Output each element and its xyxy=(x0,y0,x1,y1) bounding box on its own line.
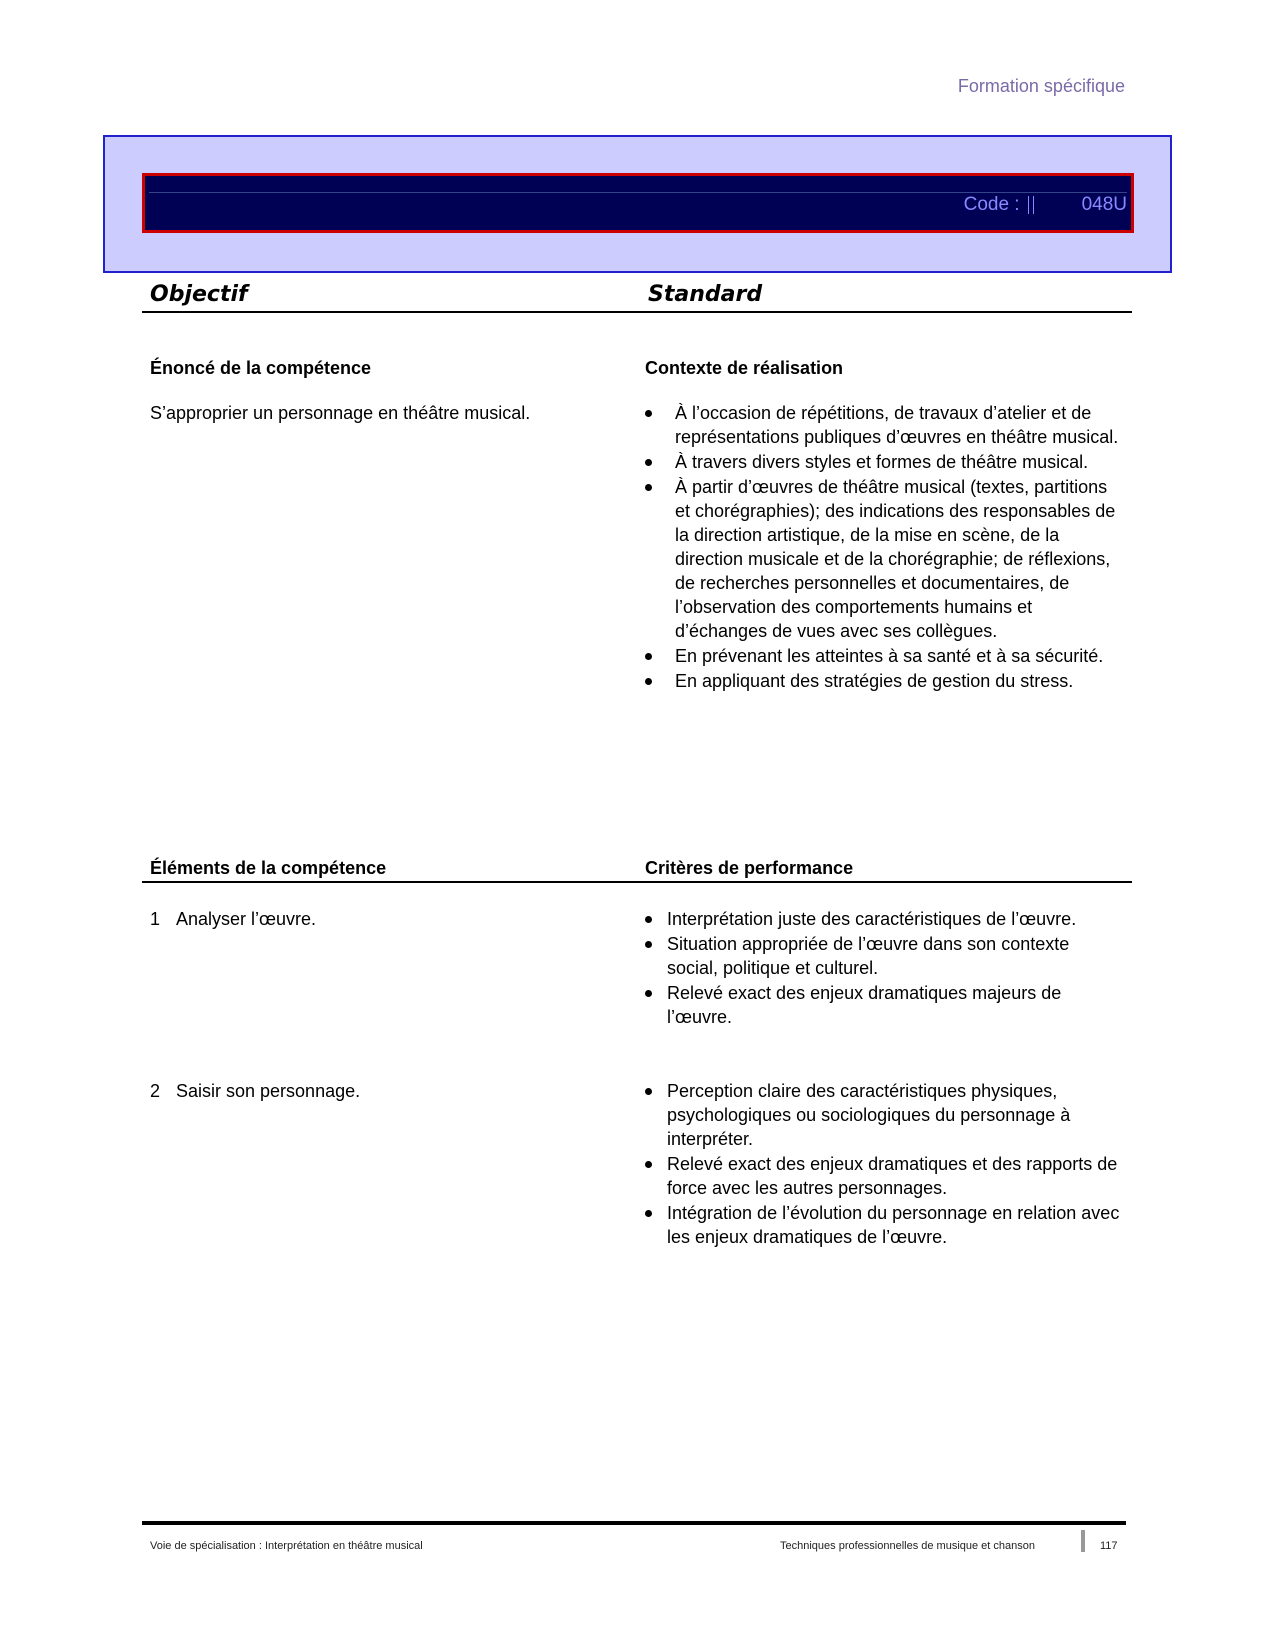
bullet-icon xyxy=(645,941,652,948)
standard-heading: Standard xyxy=(648,282,763,307)
footer-right: Techniques professionnelles de musique et chanson xyxy=(780,1540,1035,1552)
bullet-icon xyxy=(645,1210,652,1217)
context-item: À l’occasion de répétitions, de travaux d’atelier et de représentations publiques d’œuvres en théâtre musical. xyxy=(645,401,1123,449)
bullet-icon xyxy=(645,410,652,417)
objective-heading: Objectif xyxy=(150,282,248,307)
heading-rule xyxy=(142,311,1132,313)
title-bar-rule xyxy=(149,192,1127,193)
bullet-icon xyxy=(645,1088,652,1095)
criteria-list-2 xyxy=(645,1079,1123,1250)
competence-label: Énoncé de la compétence xyxy=(150,358,372,378)
context-item: À travers divers styles et formes de théâtre musical. xyxy=(645,450,1123,474)
context-list xyxy=(645,401,1123,694)
element-text: Saisir son personnage. xyxy=(176,1081,361,1101)
elements-label: Éléments de la compétence xyxy=(150,858,387,878)
criteria-item: Situation appropriée de l’œuvre dans son contexte social, politique et culturel. xyxy=(645,932,1123,980)
bullet-icon xyxy=(645,1161,652,1168)
footer-separator xyxy=(1081,1530,1085,1552)
element-row-2 xyxy=(150,1079,620,1103)
code-box xyxy=(964,194,1127,216)
element-row-1 xyxy=(150,907,620,931)
criteria-item: Intégration de l’évolution du personnage en relation avec les enjeux dramatiques de l’œuvre. xyxy=(645,1201,1123,1249)
title-bar xyxy=(142,173,1134,233)
context-item: En appliquant des stratégies de gestion du stress. xyxy=(645,669,1123,693)
running-header: Formation spécifique xyxy=(957,76,1125,96)
context-label: Contexte de réalisation xyxy=(645,358,844,378)
bullet-icon xyxy=(645,653,652,660)
code-label: Code : xyxy=(963,194,1020,215)
bullet-icon xyxy=(645,459,652,466)
competence-statement: S’approprier un personnage en théâtre musical. xyxy=(150,403,531,423)
criteria-item: Perception claire des caractéristiques physiques, psychologiques ou sociologiques du personnage à interpréter. xyxy=(645,1079,1123,1151)
criteria-item: Relevé exact des enjeux dramatiques majeurs de l’œuvre. xyxy=(645,981,1123,1029)
elements-rule xyxy=(142,881,1132,883)
context-item: À partir d’œuvres de théâtre musical (textes, partitions et chorégraphies); des indications des responsables de la direction artistique, de la mise en scène, de la direction musicale et de la chorégraphie; de réflexions, de recherches personnelles et documentaires, de l’observation des comportements humains et d’échanges de vues avec ses collègues. xyxy=(645,475,1123,643)
context-item: En prévenant les atteintes à sa santé et à sa sécurité. xyxy=(645,644,1123,668)
element-number: 1 xyxy=(150,909,161,929)
page-number: 117 xyxy=(1100,1540,1118,1552)
bullet-icon xyxy=(645,678,652,685)
criteria-item: Interprétation juste des caractéristiques de l’œuvre. xyxy=(645,907,1123,931)
criteria-list-1 xyxy=(645,907,1123,1030)
element-text: Analyser l’œuvre. xyxy=(176,909,317,929)
footer-rule xyxy=(142,1521,1126,1525)
code-separator xyxy=(1028,196,1034,214)
footer-left: Voie de spécialisation : Interprétation en théâtre musical xyxy=(150,1540,423,1552)
bullet-icon xyxy=(645,916,652,923)
code-value: 048U xyxy=(1081,194,1127,215)
bullet-icon xyxy=(645,990,652,997)
criteria-item: Relevé exact des enjeux dramatiques et des rapports de force avec les autres personnages. xyxy=(645,1152,1123,1200)
bullet-icon xyxy=(645,484,652,491)
criteria-label: Critères de performance xyxy=(645,858,854,878)
element-number: 2 xyxy=(150,1081,161,1101)
